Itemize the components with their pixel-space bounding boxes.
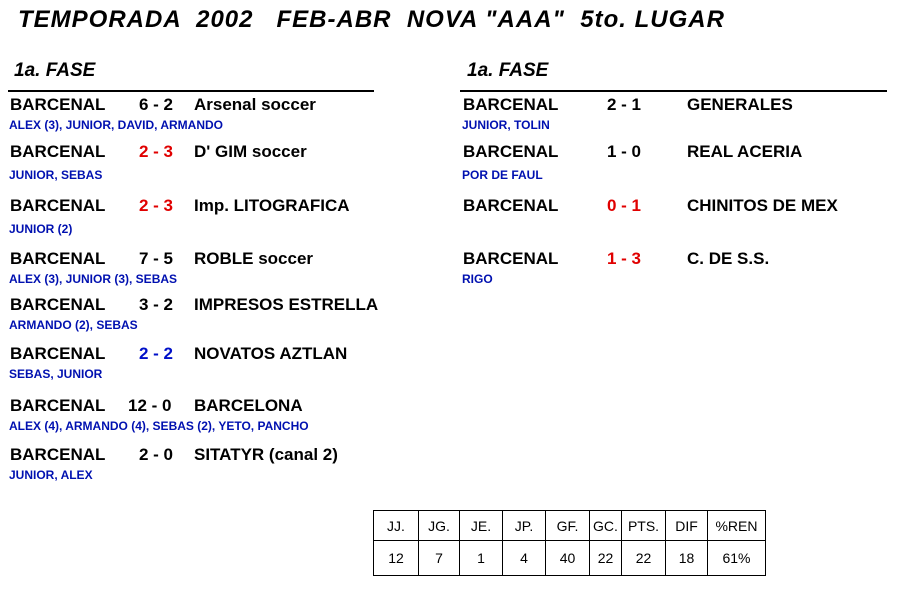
team-name: BARCENAL	[10, 249, 106, 268]
goal-scorers: ARMANDO (2), SEBAS	[9, 318, 138, 332]
match-score: 2 - 3	[139, 196, 174, 215]
team-name: BARCENAL	[463, 95, 559, 114]
goal-scorers: ALEX (4), ARMANDO (4), SEBAS (2), YETO, PANCHO	[9, 419, 309, 433]
stats-value-cell: 18	[666, 541, 708, 576]
stats-header-cell: GC.	[590, 511, 622, 541]
page-title: TEMPORADA 2002 FEB-ABR NOVA "AAA" 5to. LUGAR	[18, 6, 725, 33]
stats-header-cell: JJ.	[374, 511, 419, 541]
stats-header-cell: JP.	[503, 511, 546, 541]
stats-header-cell: JG.	[419, 511, 460, 541]
opponent-name: CHINITOS DE MEX	[687, 196, 838, 215]
match-score: 2 - 2	[139, 344, 174, 363]
opponent-name: REAL ACERIA	[687, 142, 803, 161]
stats-value-cell: 7	[419, 541, 460, 576]
stats-value-row	[374, 541, 766, 576]
match-score: 0 - 1	[607, 196, 642, 215]
stats-header-row	[374, 511, 766, 541]
left-divider	[8, 90, 374, 92]
stats-header-cell: GF.	[546, 511, 590, 541]
team-name: BARCENAL	[10, 196, 106, 215]
opponent-name: BARCELONA	[194, 396, 303, 415]
stats-value-cell: 61%	[708, 541, 766, 576]
opponent-name: Arsenal soccer	[194, 95, 316, 114]
team-name: BARCENAL	[10, 396, 106, 415]
right-divider	[460, 90, 887, 92]
goal-scorers: JUNIOR (2)	[9, 222, 73, 236]
stats-value-cell: 1	[460, 541, 503, 576]
opponent-name: C. DE S.S.	[687, 249, 770, 268]
team-name: BARCENAL	[10, 344, 106, 363]
stats-value-cell: 40	[546, 541, 590, 576]
match-score: 12 - 0	[128, 396, 172, 415]
opponent-name: D' GIM soccer	[194, 142, 307, 161]
left-fase-heading: 1a. FASE	[14, 60, 96, 81]
stats-header-cell: PTS.	[622, 511, 666, 541]
team-name: BARCENAL	[463, 142, 559, 161]
opponent-name: Imp. LITOGRAFICA	[194, 196, 350, 215]
goal-scorers: JUNIOR, TOLIN	[462, 118, 550, 132]
goal-scorers: ALEX (3), JUNIOR (3), SEBAS	[9, 272, 178, 286]
stats-value-cell: 22	[590, 541, 622, 576]
goal-scorers: JUNIOR, SEBAS	[9, 168, 103, 182]
opponent-name: NOVATOS AZTLAN	[194, 344, 348, 363]
match-score: 3 - 2	[139, 295, 174, 314]
goal-scorers: SEBAS, JUNIOR	[9, 367, 103, 381]
match-score: 7 - 5	[139, 249, 174, 268]
right-fase-heading: 1a. FASE	[467, 60, 549, 81]
goal-scorers: ALEX (3), JUNIOR, DAVID, ARMANDO	[9, 118, 224, 132]
match-score: 1 - 0	[607, 142, 642, 161]
goal-scorers: POR DE FAUL	[462, 168, 543, 182]
stats-value-cell: 12	[374, 541, 419, 576]
stats-header-cell: DIF	[666, 511, 708, 541]
match-score: 1 - 3	[607, 249, 642, 268]
opponent-name: SITATYR (canal 2)	[194, 445, 338, 464]
team-name: BARCENAL	[10, 142, 106, 161]
team-name: BARCENAL	[463, 249, 559, 268]
team-name: BARCENAL	[10, 445, 106, 464]
stats-header-cell: JE.	[460, 511, 503, 541]
season-stats-table	[373, 510, 766, 576]
opponent-name: IMPRESOS ESTRELLA	[194, 295, 379, 314]
team-name: BARCENAL	[10, 295, 106, 314]
match-score: 6 - 2	[139, 95, 174, 114]
stats-value-cell: 22	[622, 541, 666, 576]
stats-value-cell: 4	[503, 541, 546, 576]
team-name: BARCENAL	[463, 196, 559, 215]
match-score: 2 - 1	[607, 95, 642, 114]
team-name: BARCENAL	[10, 95, 106, 114]
goal-scorers: JUNIOR, ALEX	[9, 468, 93, 482]
opponent-name: GENERALES	[687, 95, 793, 114]
match-score: 2 - 3	[139, 142, 174, 161]
opponent-name: ROBLE soccer	[194, 249, 314, 268]
stats-header-cell: %REN	[708, 511, 766, 541]
goal-scorers: RIGO	[462, 272, 493, 286]
match-score: 2 - 0	[139, 445, 174, 464]
